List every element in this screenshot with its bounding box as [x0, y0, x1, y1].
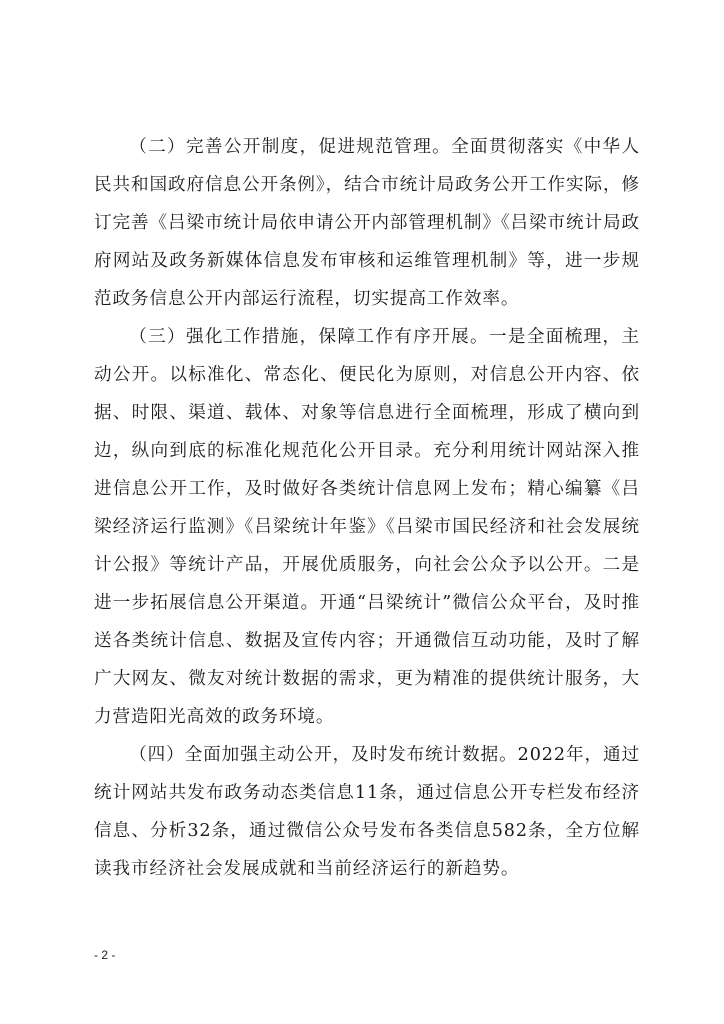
page-number: - 2 -	[94, 948, 116, 962]
document-body	[94, 128, 640, 888]
paragraph-4: （四）全面加强主动公开，及时发布统计数据。2022年，通过统计网站共发布政务动态类信息11条，通过信息公开专栏发布经济信息、分析32条，通过微信公众号发布各类信息582条，全方位解读我市经济社会发展成就和当前经济运行的新趋势。	[94, 745, 640, 879]
paragraph-2: （二）完善公开制度，促进规范管理。全面贯彻落实《中华人民共和国政府信息公开条例》，结合市统计局政务公开工作实际，修订完善《吕梁市统计局依申请公开内部管理机制》《吕梁市统计局政府网站及政务新媒体信息发布审核和运维管理机制》等，进一步规范政务信息公开内部运行流程，切实提高工作效率。	[94, 137, 641, 309]
paragraph-3: （三）强化工作措施，保障工作有序开展。一是全面梳理，主动公开。以标准化、常态化、便民化为原则，对信息公开内容、依据、时限、渠道、载体、对象等信息进行全面梳理，形成了横向到边，纵向到底的标准化规范化公开目录。充分利用统计网站深入推进信息公开工作，及时做好各类统计信息网上发布；精心编纂《吕梁经济运行监测》《吕梁统计年鉴》《吕梁市国民经济和社会发展统计公报》等统计产品，开展优质服务，向社会公众予以公开。二是进一步拓展信息公开渠道。开通“吕梁统计”微信公众平台，及时推送各类统计信息、数据及宣传内容；开通微信互动功能，及时了解广大网友、微友对统计数据的需求，更为精准的提供统计服务，大力营造阳光高效的政务环境。	[94, 327, 640, 727]
